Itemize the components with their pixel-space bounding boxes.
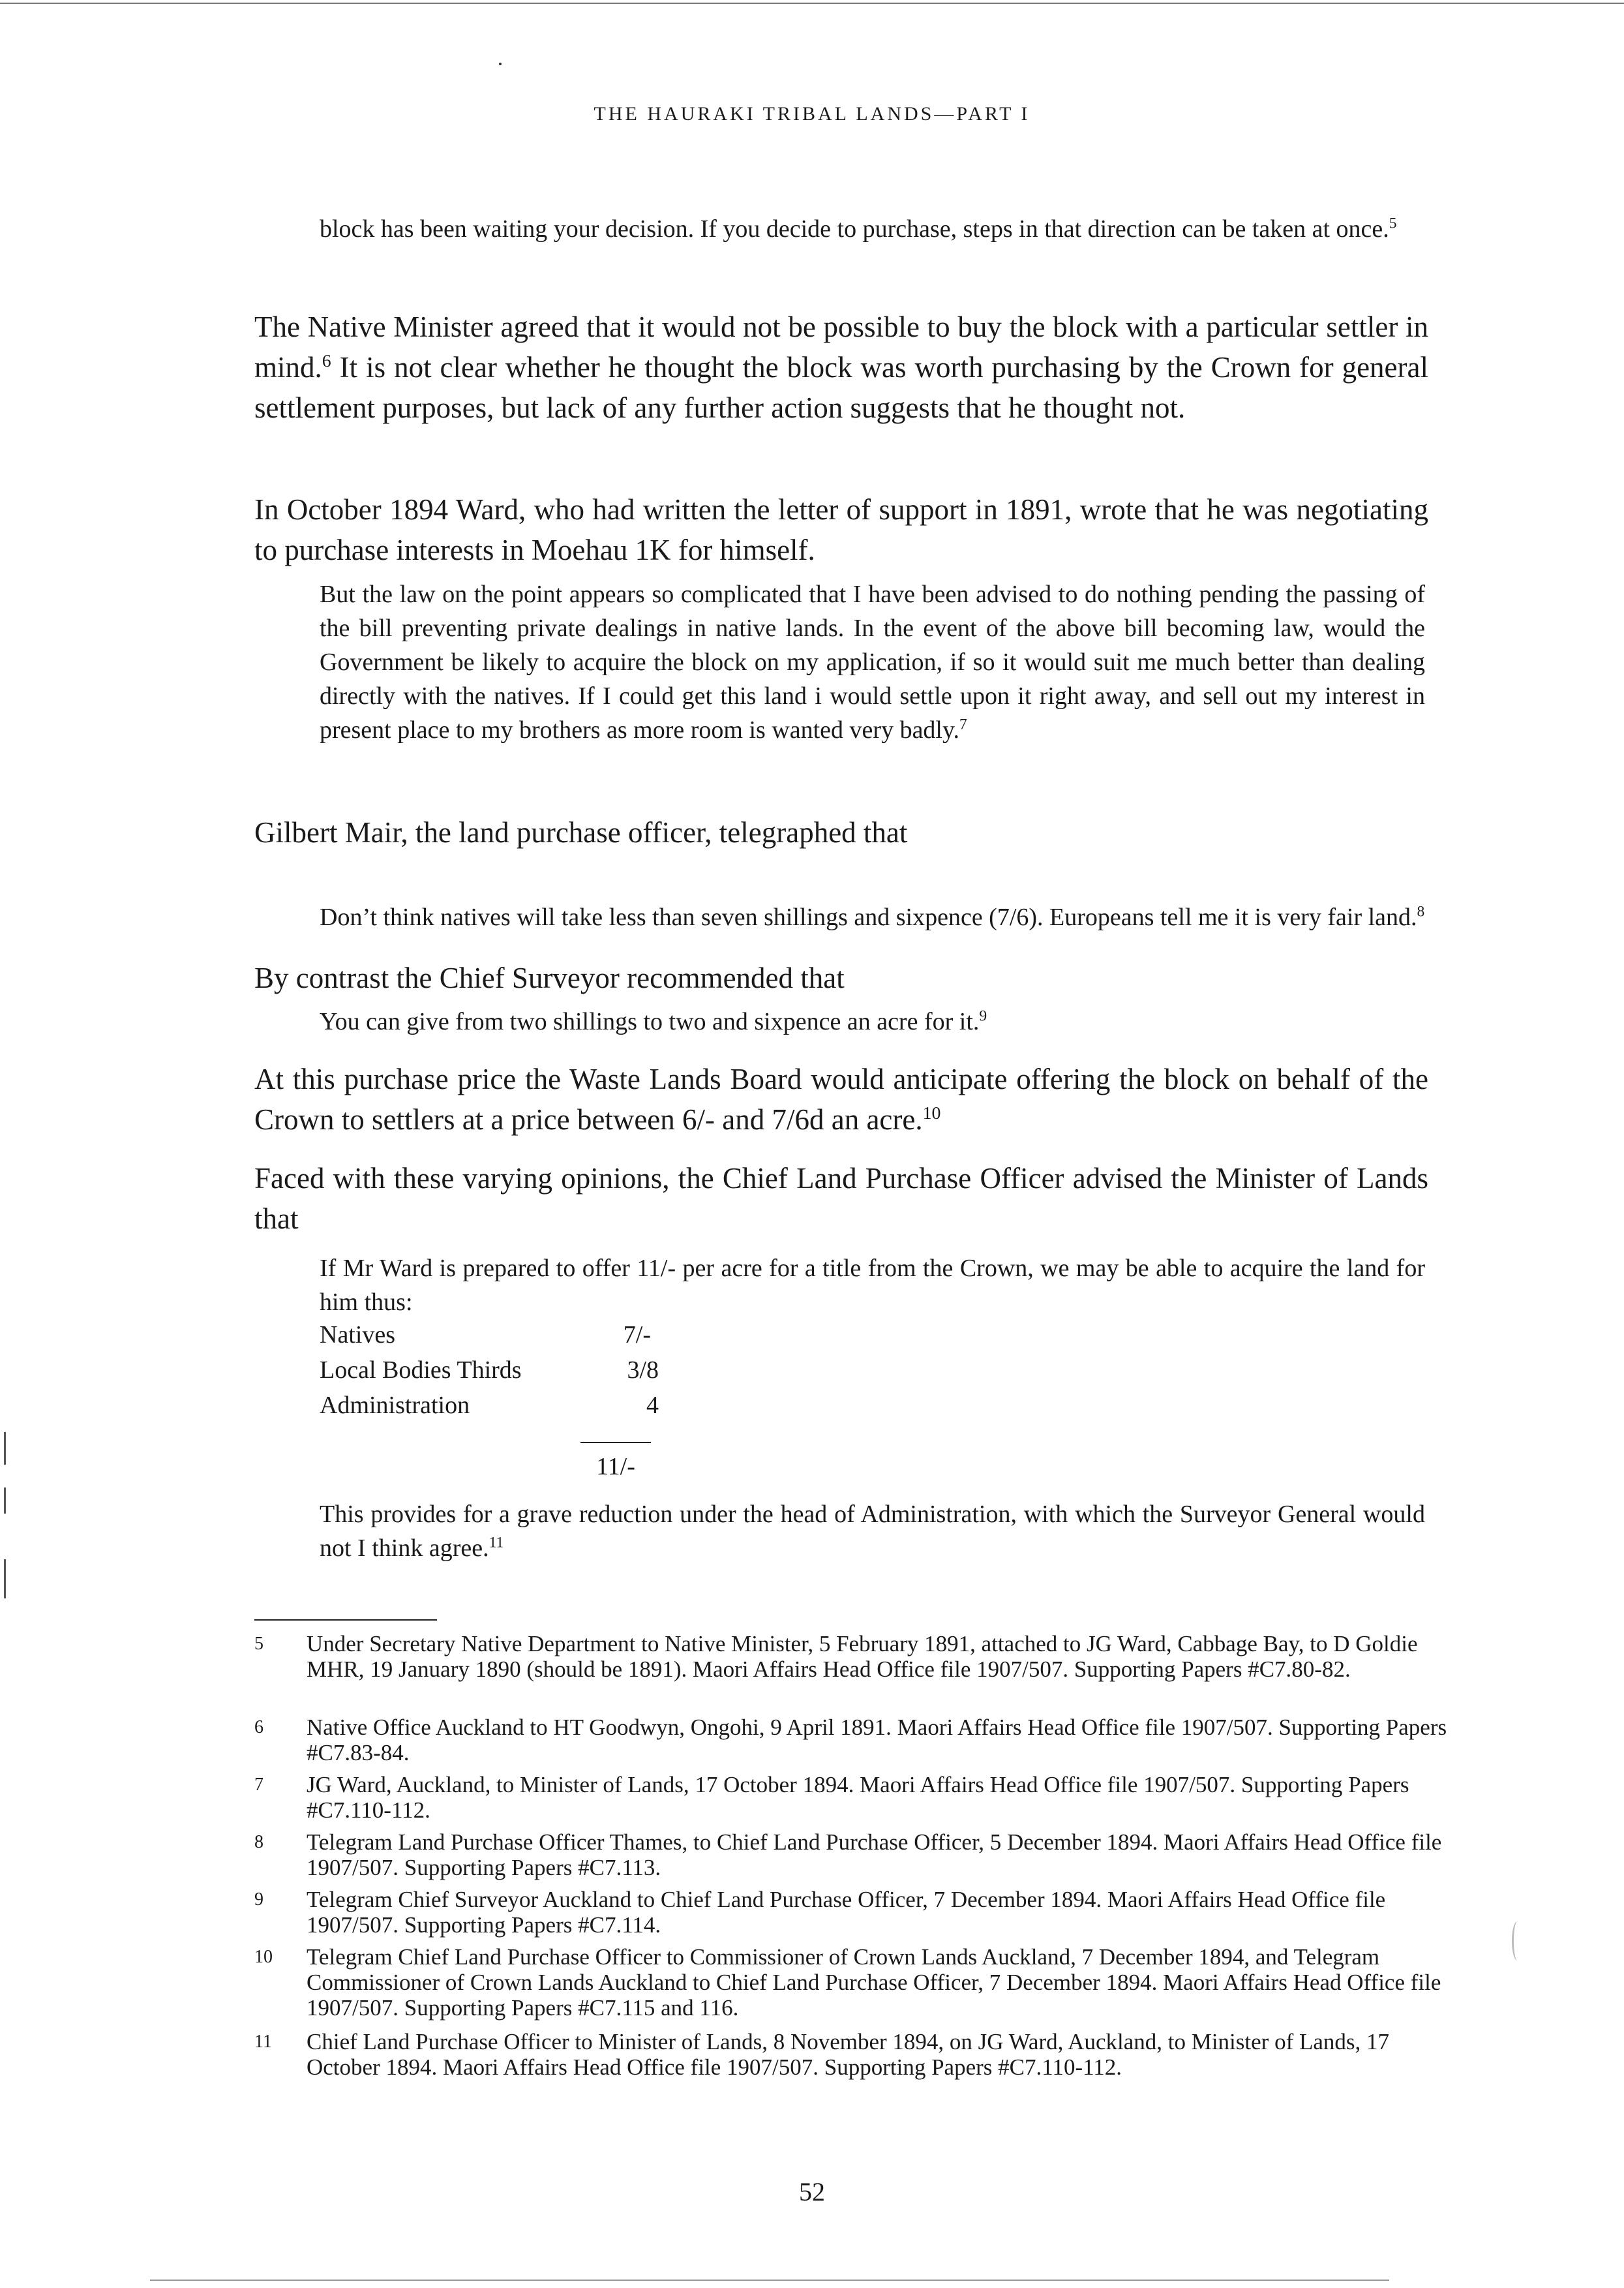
- footnote-text: Chief Land Purchase Officer to Minister of Lands, 8 November 1894, on JG Ward, Auckland, to Minister of Lands, 17 October 1894. Maori Affairs Head Office file 1907/507. Supporting Papers #C7.110-112.: [307, 2029, 1390, 2080]
- footnote-number: 6: [254, 1717, 263, 1737]
- footnote-number: 7: [254, 1775, 263, 1795]
- scan-curve-mark: [1512, 1921, 1523, 1960]
- footnote-text: JG Ward, Auckland, to Minister of Lands, 17 October 1894. Maori Affairs Head Office file 1907/507. Supporting Papers #C7.110-112.: [307, 1772, 1409, 1823]
- footnote-ref: 6: [322, 351, 331, 371]
- scan-edge-mark: [4, 1432, 6, 1465]
- footnote-number: 5: [254, 1634, 263, 1654]
- page-number: 52: [799, 2177, 825, 2206]
- sum-rule: [580, 1442, 651, 1443]
- price-allocation-table: [320, 1318, 659, 1480]
- allocation-label: Local Bodies Thirds: [320, 1356, 522, 1384]
- footnote-ref: 9: [979, 1007, 987, 1025]
- quote-paragraph: But the law on the point appears so complicated that I have been advised to do nothing pending the passing of the bill preventing private dealings in native lands. In the event of the above bill becoming law, would the Government be likely to acquire the block on my application, if so it would suit me much better than dealing directly with the natives. If I could get this land i would settle upon it right away, and sell out my interest in present place to my brothers as more room is wanted very badly.$^7$: [320, 581, 1425, 744]
- allocation-row: [320, 1388, 659, 1424]
- scan-edge-mark: [4, 1487, 6, 1514]
- footnote-ref: 8: [1417, 903, 1425, 921]
- quote-paragraph: block has been waiting your decision. If you decide to purchase, steps in that direction can be taken at once.$^5$: [320, 215, 1397, 243]
- footnote-ref: 5: [1389, 215, 1397, 232]
- body-paragraph: Gilbert Mair, the land purchase officer, telegraphed that: [254, 816, 908, 849]
- body-paragraph: In October 1894 Ward, who had written the letter of support in 1891, wrote that he was negotiating to purchase interests in Moehau 1K for himself.: [254, 493, 1428, 566]
- footnote-ref: 11: [489, 1534, 504, 1551]
- body-paragraph: At this purchase price the Waste Lands Board would anticipate offering the block on behalf of the Crown to settlers at a price between 6/- and 7/6d an acre.$^{10}$: [254, 1063, 1428, 1136]
- footnote-ref: 7: [959, 716, 967, 733]
- footnote-number: 8: [254, 1832, 263, 1852]
- footnote-number: 11: [254, 2032, 272, 2052]
- allocation-value: 7/-: [623, 1321, 651, 1349]
- footnote-number: 9: [254, 1889, 263, 1910]
- allocation-row: [320, 1353, 659, 1388]
- allocation-value: 3/8: [627, 1356, 659, 1384]
- footnote-text: Under Secretary Native Department to Native Minister, 5 February 1891, attached to JG Ward, Cabbage Bay, to D Goldie MHR, 19 January 1890 (should be 1891). Maori Affairs Head Office file 1907/507. Supporting Papers #C7.80-82.: [307, 1631, 1418, 1682]
- footnote-text: Telegram Land Purchase Officer Thames, to Chief Land Purchase Officer, 5 December 1894. Maori Affairs Head Office file 1907/507. Supporting Papers #C7.113.: [307, 1829, 1442, 1880]
- footnote-number: 10: [254, 1947, 273, 1967]
- bottom-border-rule: [150, 2280, 1389, 2281]
- quote-paragraph: This provides for a grave reduction under the head of Administration, with which the Surveyor General would not I think agree.$^{11}$: [320, 1501, 1425, 1562]
- quote-paragraph: You can give from two shillings to two and sixpence an acre for it.$^9$: [320, 1007, 987, 1035]
- running-header: THE HAURAKI TRIBAL LANDS—PART I: [594, 103, 1030, 125]
- allocation-row: [320, 1318, 659, 1353]
- quote-paragraph: Don’t think natives will take less than seven shillings and sixpence (7/6). Europeans tell me it is very fair land.$^8$: [320, 903, 1425, 931]
- quote-paragraph: If Mr Ward is prepared to offer 11/- per acre for a title from the Crown, we may be able to acquire the land for him thus:: [320, 1255, 1425, 1316]
- allocation-label: Administration: [320, 1392, 470, 1419]
- footnote-text: Native Office Auckland to HT Goodwyn, Ongohi, 9 April 1891. Maori Affairs Head Office file 1907/507. Supporting Papers #C7.83-84.: [307, 1715, 1447, 1765]
- scan-edge-mark: [4, 1559, 6, 1598]
- body-paragraph: By contrast the Chief Surveyor recommended that: [254, 962, 845, 994]
- allocation-total: 11/-: [596, 1453, 635, 1480]
- scan-speck: [499, 63, 502, 65]
- top-border-rule: [0, 3, 1624, 4]
- footnote-separator: [254, 1619, 437, 1621]
- footnote-ref: 10: [922, 1103, 941, 1123]
- body-paragraph: The Native Minister agreed that it would not be possible to buy the block with a particular settler in mind.$^6$ It is not clear whether he thought the block was worth purchasing by the Crown for general settlement purposes, but lack of any further action suggests that he thought not.: [254, 311, 1428, 424]
- allocation-label: Natives: [320, 1321, 396, 1349]
- body-paragraph: Faced with these varying opinions, the Chief Land Purchase Officer advised the Minister of Lands that: [254, 1162, 1428, 1235]
- allocation-value: 4: [646, 1392, 659, 1419]
- footnote-text: Telegram Chief Land Purchase Officer to Commissioner of Crown Lands Auckland, 7 December 1894, and Telegram Commissioner of Crown Lands Auckland to Chief Land Purchase Officer, 7 December 1894. Maori Affairs Head Office file 1907/507. Supporting Papers #C7.115 and 116.: [307, 1944, 1441, 2021]
- footnote-text: Telegram Chief Surveyor Auckland to Chief Land Purchase Officer, 7 December 1894. Maori Affairs Head Office file 1907/507. Supporting Papers #C7.114.: [307, 1887, 1386, 1938]
